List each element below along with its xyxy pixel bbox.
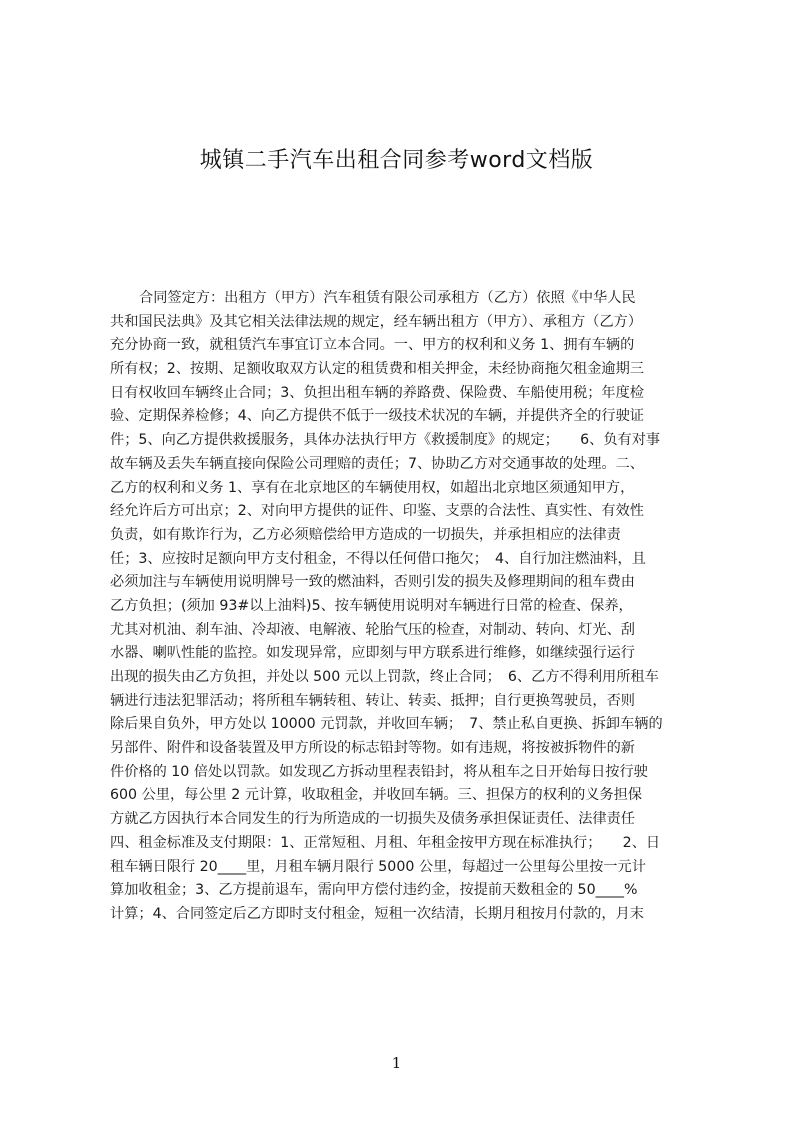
page-number: 1: [391, 1054, 402, 1072]
text-line: 除后果自负外，甲方处以 10000 元罚款，并收回车辆； 7、禁止私自更换、拆卸车辆的: [110, 716, 663, 733]
text-line: 合同签定方：出租方（甲方）汽车租赁有限公司承租方（乙方）依照《中华人民: [139, 290, 636, 306]
text-line: 算加收租金；3、乙方提前退车，需向甲方偿付违约金，按提前天数租金的 50____%: [110, 882, 638, 899]
text-line: 租车辆日限行 20____里，月租车辆月限行 5000 公里，每超过一公里每公里按一元计: [110, 858, 646, 875]
text-line: 负责，如有欺诈行为，乙方必须赔偿给甲方造成的一切损失，并承担相应的法律责: [110, 526, 621, 543]
text-line: 乙方的权利和义务 1、享有在北京地区的车辆使用权，如超出北京地区须通知甲方，: [110, 479, 635, 496]
text-line: 件；5、向乙方提供救援服务，具体办法执行甲方《救援制度》的规定； 6、负有对事: [110, 432, 661, 449]
document-title: 城镇二手汽车出租合同参考word文档版: [199, 148, 594, 173]
text-line: 600 公里，每公里 2 元计算，收取租金，并收回车辆。三、担保方的权利的义务担保: [110, 787, 643, 804]
text-line: 所有权；2、按期、足额收取双方认定的租赁费和相关押金，未经协商拖欠租金逾期三: [110, 361, 644, 378]
text-line: 经允许后方可出京；2、对向甲方提供的证件、印鉴、支票的合法性、真实性、有效性: [110, 503, 644, 520]
text-line: 尤其对机油、刹车油、冷却液、电解液、轮胎气压的检查，对制动、转向、灯光、刮: [110, 621, 635, 638]
text-line: 件价格的 10 倍处以罚款。如发现乙方拆动里程表铅封，将从租车之日开始每日按行驶: [110, 763, 648, 780]
text-line: 共和国民法典》及其它相关法律法规的规定，经车辆出租方（甲方）、承租方（乙方）: [110, 313, 643, 330]
text-line: 日有权收回车辆终止合同；3、负担出租车辆的养路费、保险费、车船使用税；年度检: [110, 384, 644, 401]
text-line: 验、定期保养检修；4、向乙方提供不低于一级技术状况的车辆，并提供齐全的行驶证: [110, 408, 644, 425]
text-line: 另部件、附件和设备装置及甲方所设的标志铅封等物。如有违规，将按被拆物件的新: [110, 740, 635, 757]
text-line: 计算；4、合同签定后乙方即时支付租金，短租一次结清，长期月租按月付款的，月末: [110, 905, 644, 922]
text-line: 出现的损失由乙方负担，并处以 500 元以上罚款，终止合同； 6、乙方不得利用所租车: [110, 669, 659, 685]
text-line: 辆进行违法犯罪活动；将所租车辆转租、转让、转卖、抵押；自行更换驾驶员，否则: [110, 692, 635, 709]
text-line: 方就乙方因执行本合同发生的行为所造成的一切损失及债务承担保证责任、法律责任: [110, 811, 635, 828]
text-line: 乙方负担；(须加 93#以上油料)5、按车辆使用说明对车辆进行日常的检查、保养，: [110, 597, 633, 614]
text-line: 必须加注与车辆使用说明牌号一致的燃油料，否则引发的损失及修理期间的租车费由: [110, 574, 635, 591]
contract-body: [110, 287, 683, 922]
text-line: 四、租金标准及支付期限：1、正常短租、月租、年租金按甲方现在标准执行； 2、日: [110, 834, 661, 851]
text-line: 任；3、应按时足额向甲方支付租金，不得以任何借口拖欠； 4、自行加注燃油料，且: [110, 550, 646, 567]
text-line: 故车辆及丢失车辆直接向保险公司理赔的责任；7、协助乙方对交通事故的处理。二、: [110, 455, 644, 472]
text-line: 水器、喇叭性能的监控。如发现异常，应即刻与甲方联系进行维修，如继续强行运行: [110, 645, 635, 662]
text-line: 充分协商一致，就租赁汽车事宜订立本合同。一、甲方的权利和义务 1、拥有车辆的: [110, 337, 635, 354]
